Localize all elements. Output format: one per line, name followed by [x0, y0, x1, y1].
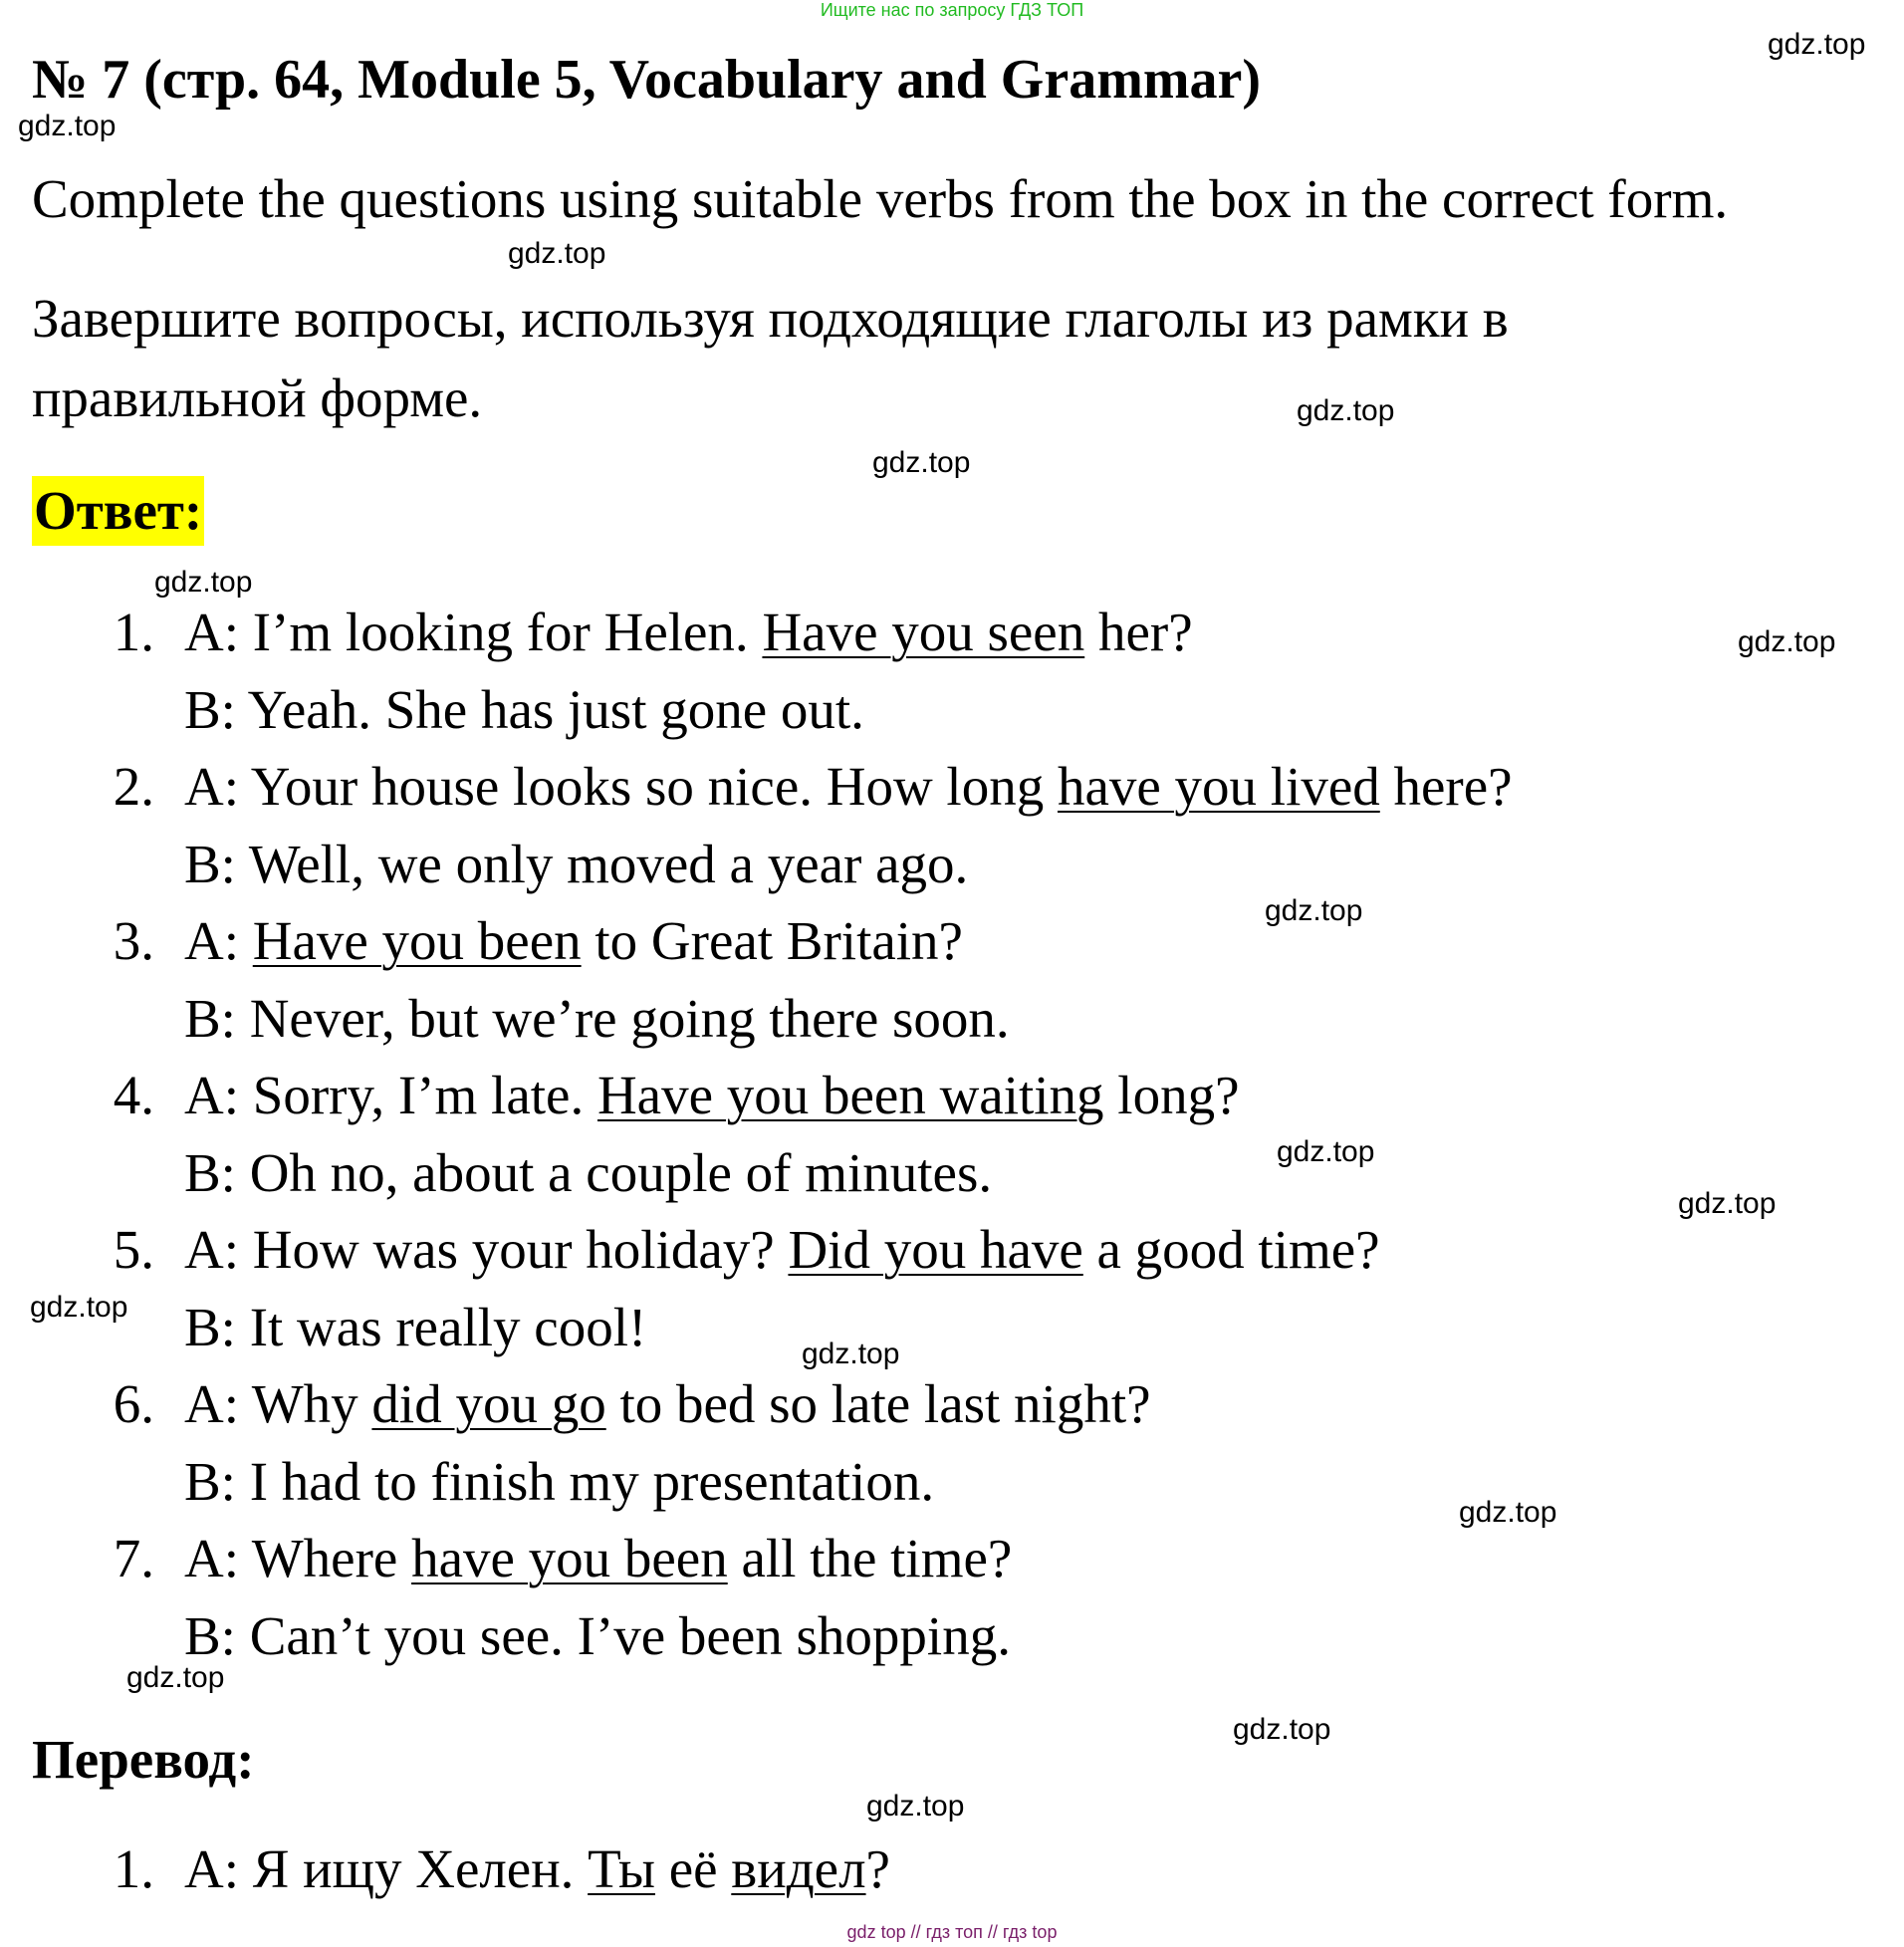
- watermark: gdz.top: [802, 1338, 900, 1370]
- watermark: gdz.top: [126, 1661, 225, 1694]
- watermark: gdz.top: [154, 566, 253, 599]
- translation-line: [184, 1837, 890, 1900]
- item-question: [184, 1064, 1240, 1126]
- watermark: gdz.top: [1459, 1496, 1557, 1529]
- question-prefix: A:: [184, 910, 253, 971]
- watermark: gdz.top: [1738, 625, 1836, 658]
- question-suffix: all the time?: [727, 1528, 1013, 1588]
- instruction-ru-line1: Завершите вопросы, используя подходящие глаголы из рамки в: [32, 288, 1509, 349]
- question-prefix: A: How was your holiday?: [184, 1219, 789, 1280]
- question-prefix: A: Sorry, I’m late.: [184, 1065, 597, 1125]
- item-question: [184, 909, 963, 972]
- translation-prefix: A: Я ищу Хелен.: [184, 1838, 589, 1899]
- question-suffix: her?: [1084, 602, 1193, 662]
- watermark: gdz.top: [1768, 28, 1866, 61]
- item-question: [184, 601, 1193, 663]
- translation-underlined-1: Ты: [588, 1838, 655, 1899]
- question-suffix: to bed so late last night?: [605, 1373, 1151, 1434]
- item-reply: B: I had to finish my presentation.: [184, 1451, 935, 1512]
- item-question: [184, 1218, 1380, 1281]
- watermark: gdz.top: [30, 1291, 128, 1324]
- item-question: [184, 755, 1513, 818]
- page-title: № 7 (стр. 64, Module 5, Vocabulary and Grammar): [32, 49, 1262, 111]
- watermark: gdz.top: [1233, 1713, 1331, 1746]
- watermark: gdz.top: [1678, 1187, 1777, 1220]
- translation-number: 1.: [113, 1838, 154, 1899]
- translation-label: Перевод:: [32, 1729, 255, 1790]
- instruction-en: Complete the questions using suitable verbs from the box in the correct form.: [32, 168, 1729, 229]
- question-prefix: A: I’m looking for Helen.: [184, 602, 763, 662]
- item-question: [184, 1372, 1151, 1435]
- watermark: gdz.top: [1297, 394, 1395, 427]
- top-banner: Ищите нас по запросу ГДЗ ТОП: [820, 0, 1084, 20]
- item-reply: B: Never, but we’re going there soon.: [184, 988, 1010, 1049]
- watermark: gdz.top: [1277, 1135, 1375, 1168]
- item-number: 5.: [113, 1219, 154, 1280]
- watermark: gdz.top: [866, 1790, 965, 1823]
- question-suffix: to Great Britain?: [581, 910, 963, 971]
- question-prefix: A: Why: [184, 1373, 372, 1434]
- item-reply: B: Can’t you see. I’ve been shopping.: [184, 1605, 1011, 1666]
- item-reply: B: Oh no, about a couple of minutes.: [184, 1142, 993, 1203]
- answer-label: Ответ:: [32, 476, 204, 546]
- footer-watermark: gdz top // гдз топ // гдз top: [846, 1922, 1058, 1942]
- item-number: 2.: [113, 756, 154, 817]
- answer-verb: Have you been: [252, 910, 582, 971]
- answer-verb: have you been: [411, 1528, 728, 1588]
- watermark: gdz.top: [1265, 894, 1363, 927]
- question-suffix: long?: [1103, 1065, 1240, 1125]
- item-question: [184, 1527, 1012, 1589]
- item-number: 3.: [113, 910, 154, 971]
- watermark: gdz.top: [18, 110, 117, 142]
- answer-verb: Have you been waiting: [596, 1065, 1104, 1125]
- answer-verb: Did you have: [788, 1219, 1083, 1280]
- item-number: 7.: [113, 1528, 154, 1588]
- item-reply: B: It was really cool!: [184, 1297, 647, 1357]
- answer-verb: have you lived: [1057, 756, 1380, 817]
- translation-suffix: ?: [865, 1838, 890, 1899]
- translation-underlined-2: видел: [731, 1838, 866, 1899]
- item-number: 6.: [113, 1373, 154, 1434]
- watermark: gdz.top: [872, 446, 971, 479]
- item-number: 4.: [113, 1065, 154, 1125]
- question-suffix: here?: [1379, 756, 1513, 817]
- item-reply: B: Well, we only moved a year ago.: [184, 834, 969, 894]
- question-prefix: A: Your house looks so nice. How long: [184, 756, 1058, 817]
- translation-middle: её: [654, 1838, 732, 1899]
- item-number: 1.: [113, 602, 154, 662]
- question-suffix: a good time?: [1082, 1219, 1380, 1280]
- watermark: gdz.top: [508, 237, 606, 270]
- item-reply: B: Yeah. She has just gone out.: [184, 679, 864, 740]
- answer-verb: did you go: [371, 1373, 606, 1434]
- answer-verb: Have you seen: [762, 602, 1085, 662]
- instruction-ru-line2: правильной форме.: [32, 367, 483, 428]
- question-prefix: A: Where: [184, 1528, 412, 1588]
